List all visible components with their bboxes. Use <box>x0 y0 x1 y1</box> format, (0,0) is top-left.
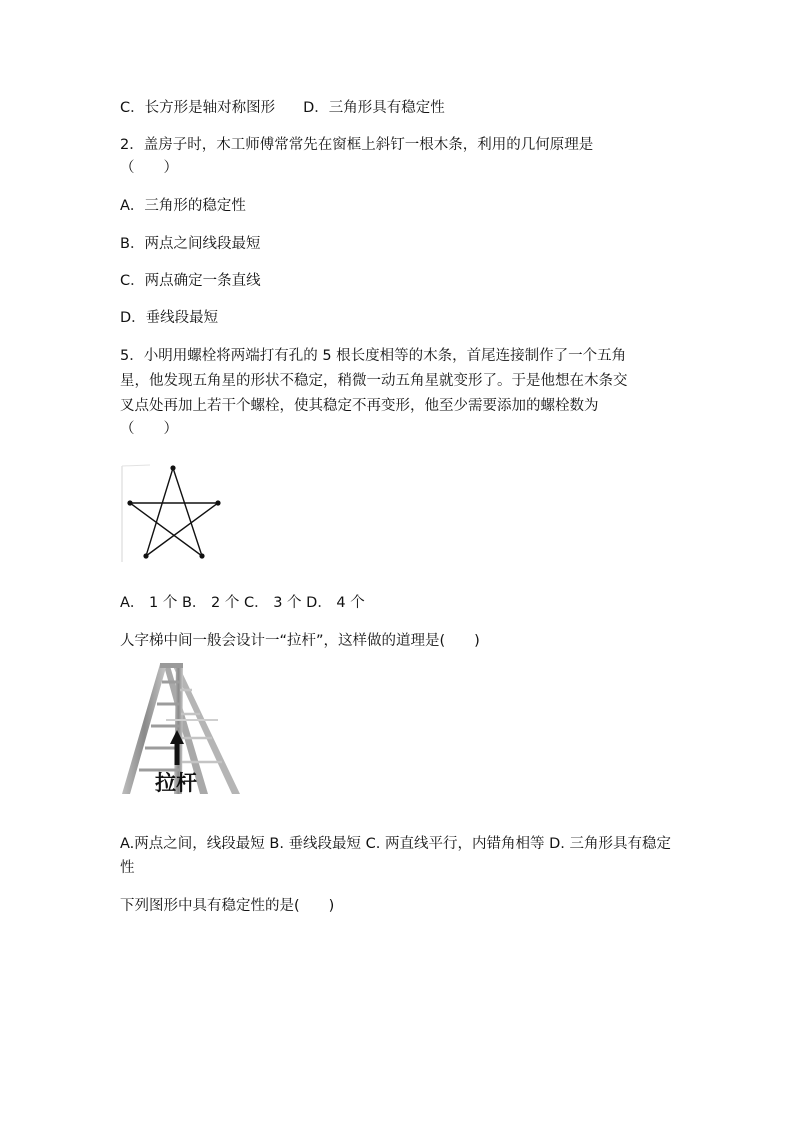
q1-options-cd <box>120 97 445 119</box>
q2-option-c: C．两点确定一条直线 <box>120 273 261 289</box>
q2-option-a: A．三角形的稳定性 <box>120 198 246 214</box>
q5-stem-line4: （ ） <box>120 421 178 437</box>
last-question-stem: 下列图形中具有稳定性的是( ) <box>120 898 335 914</box>
pentagram-figure <box>120 462 230 572</box>
bolt-dot <box>127 500 132 505</box>
q5-options: A． 1 个 B． 2 个 C． 3 个 D． 4 个 <box>120 595 365 611</box>
q2-stem-line2: （ ） <box>120 160 178 176</box>
ladder-question-stem: 人字梯中间一般会设计一“拉杆”，这样做的道理是( ) <box>120 633 480 649</box>
q2-stem-line1: 2．盖房子时，木工师傅常常先在窗框上斜钉一根木条，利用的几何原理是 <box>120 137 594 153</box>
q2-option-d: D．垂线段最短 <box>120 310 219 326</box>
q2-option-b: B．两点之间线段最短 <box>120 236 261 252</box>
q5-stem-line1: 5．小明用螺栓将两端打有孔的 5 根长度相等的木条，首尾连接制作了一个五角 <box>120 348 627 364</box>
bolt-dot <box>215 500 220 505</box>
q5-stem-line2: 星，他发现五角星的形状不稳定，稍微一动五角星就变形了。于是他想在木条交 <box>120 373 628 389</box>
q1-option-c: C．长方形是轴对称图形 <box>120 100 276 116</box>
bolt-dot <box>143 553 148 558</box>
q5-stem-line3: 叉点处再加上若干个螺栓，使其稳定不再变形，他至少需要添加的螺栓数为 <box>120 398 599 414</box>
ladder-options: A.两点之间，线段最短 B. 垂线段最短 C. 两直线平行，内错角相等 D. 三角形具有稳定性 <box>120 836 671 876</box>
bolt-dot <box>199 553 204 558</box>
ladder-caption: 拉杆 <box>155 771 197 795</box>
pentagram-outline <box>130 468 218 556</box>
q1-option-d: D．三角形具有稳定性 <box>303 100 445 116</box>
ladder-figure <box>120 660 240 800</box>
bolt-dot <box>170 465 175 470</box>
